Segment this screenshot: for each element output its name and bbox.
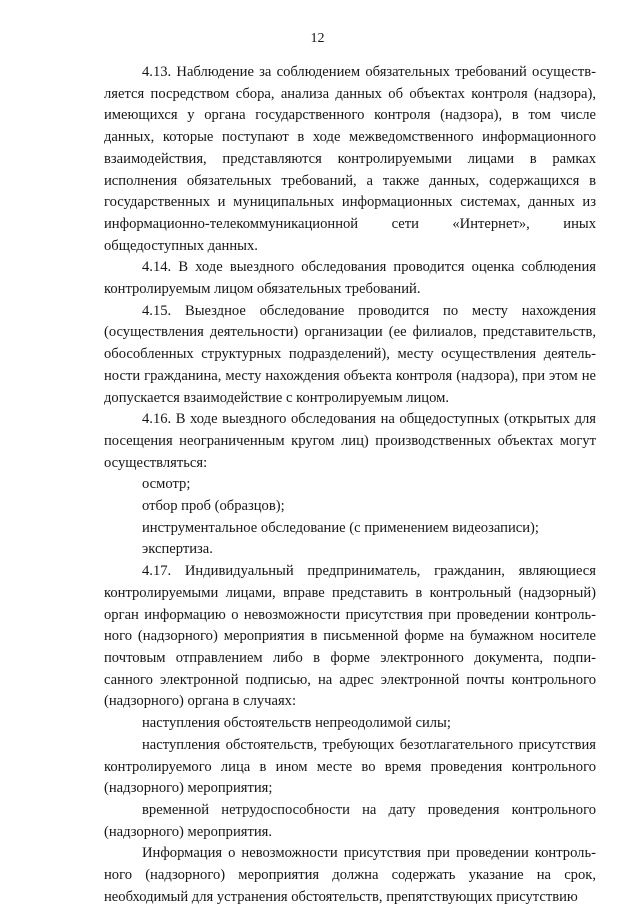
case-item: наступления обстоятельств непреодолимой силы;	[142, 715, 451, 732]
paragraph-4-16: 4.16. В ходе выездного обследования на общедоступных (открытых для посещения неограниченным кругом лиц) производственных объектах могут осуществляться:	[104, 411, 596, 471]
paragraph-4-15: 4.15. Выездное обследование проводится по месту нахождения (осуществления деятельности) организации (ее филиалов, представительств, обособленных структурных подразделений), месту осуществления деятель-ности гражданина, месту нахождения объекта контроля (надзора), при этом не допускается взаимодействие с контролируемым лицом.	[104, 302, 596, 406]
case-item: наступления обстоятельств, требующих безотлагательного присутствия контролируемого лица в ином месте во время проведения контрольного (надзорного) мероприятия;	[104, 736, 596, 797]
document-body	[104, 62, 596, 908]
paragraph-information: Информация о невозможности присутствия при проведении контроль-ного (надзорного) мероприятия должна содержать указание на срок, необходимый для устранения обстоятельств, препятствующих присутствию	[104, 845, 596, 905]
list-item: осмотр;	[142, 476, 191, 493]
list-item: экспертиза.	[142, 541, 213, 558]
paragraph-4-17: 4.17. Индивидуальный предприниматель, гражданин, являющиеся контролируемыми лицами, вправе представить в контрольный (надзорный) орган информацию о невозможности присутствия при проведении контроль-ного (надзорного) мероприятия в письменной форме на бумажном носителе почтовым отправлением либо в форме электронного документа, подпи-санного электронной подписью, на адрес электронной почты контрольного (надзорного) органа в случаях:	[104, 563, 596, 710]
case-item: временной нетрудоспособности на дату проведения контрольного (надзорного) мероприятия.	[104, 801, 596, 840]
list-item: инструментальное обследование (с применением видеозаписи);	[142, 519, 539, 536]
page-number: 12	[310, 31, 325, 46]
list-item: отбор проб (образцов);	[142, 498, 285, 515]
paragraph-4-13: 4.13. Наблюдение за соблюдением обязательных требований осуществ-ляется посредством сбора, анализа данных об объектах контроля (надзора), имеющихся у органа государственного контроля (надзора), в том числе данных, которые поступают в ходе межведомственного информационного взаимодействия, представляются контролируемыми лицами в рамках исполнения обязательных требований, а также данных, содержащихся в государственных и муниципальных информационных системах, данных из информационно-телекоммуникационной сети «Интернет», иных общедоступных данных.	[104, 64, 596, 254]
paragraph-4-14: 4.14. В ходе выездного обследования проводится оценка соблюдения контролируемым лицом обязательных требований.	[104, 259, 596, 298]
